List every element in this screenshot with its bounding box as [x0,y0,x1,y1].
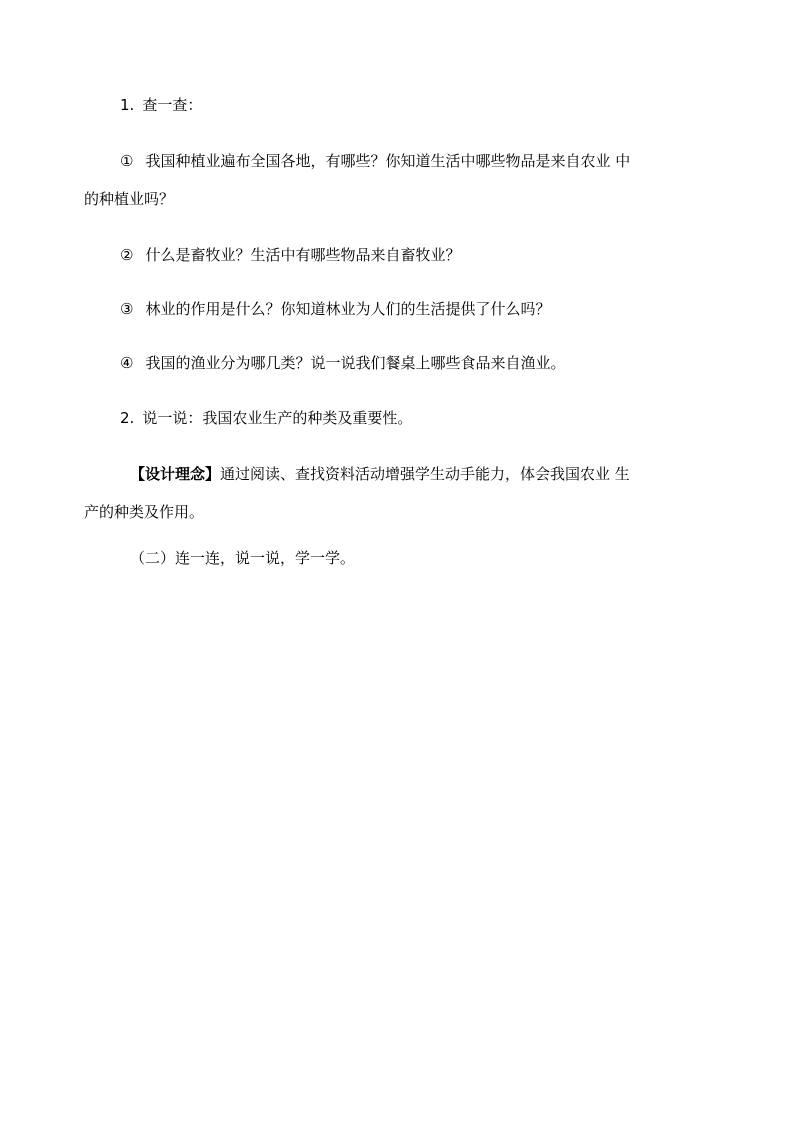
question-3 [120,300,550,318]
question-2 [120,246,460,264]
question-4-text: 我国的渔业分为哪几类？说一说我们餐桌上哪些食品来自渔业。 [145,354,566,372]
question-2-text: 什么是畜牧业？生活中有哪些物品来自畜牧业？ [145,246,461,264]
question-3-text: 林业的作用是什么？你知道林业为人们的生活提供了什么吗？ [145,300,551,318]
design-concept-text-continued: 产的种类及作用。 [84,503,205,521]
question-3-marker: ③ [120,300,134,318]
design-concept-line-2 [84,503,204,521]
section-2-text: （二）连一连，说一说，学一学。 [130,549,356,567]
item-2-number: 2. [120,409,135,427]
item-2 [120,409,412,427]
question-1-line-2 [84,190,174,208]
design-concept-text: 通过阅读、查找资料活动增强学生动手能力，体会我国农业 生 [220,465,630,483]
question-1-text-continued: 的种植业吗？ [84,190,175,208]
item-1-number: 1. [120,96,135,114]
question-1-text: 我国种植业遍布全国各地，有哪些？你知道生活中哪些物品是来自农业 中 [145,152,631,170]
question-4-marker: ④ [120,354,134,372]
section-2-heading [130,549,355,567]
item-2-text: 说一说：我国农业生产的种类及重要性。 [142,409,413,427]
item-1 [120,96,202,114]
design-concept-label: 【设计理念】 [130,465,221,483]
question-2-marker: ② [120,246,134,264]
question-1-line-1 [120,152,630,170]
question-4 [120,354,565,372]
question-1-marker: ① [120,152,134,170]
item-1-text: 查一查： [142,96,203,114]
design-concept-line-1 [130,465,630,483]
